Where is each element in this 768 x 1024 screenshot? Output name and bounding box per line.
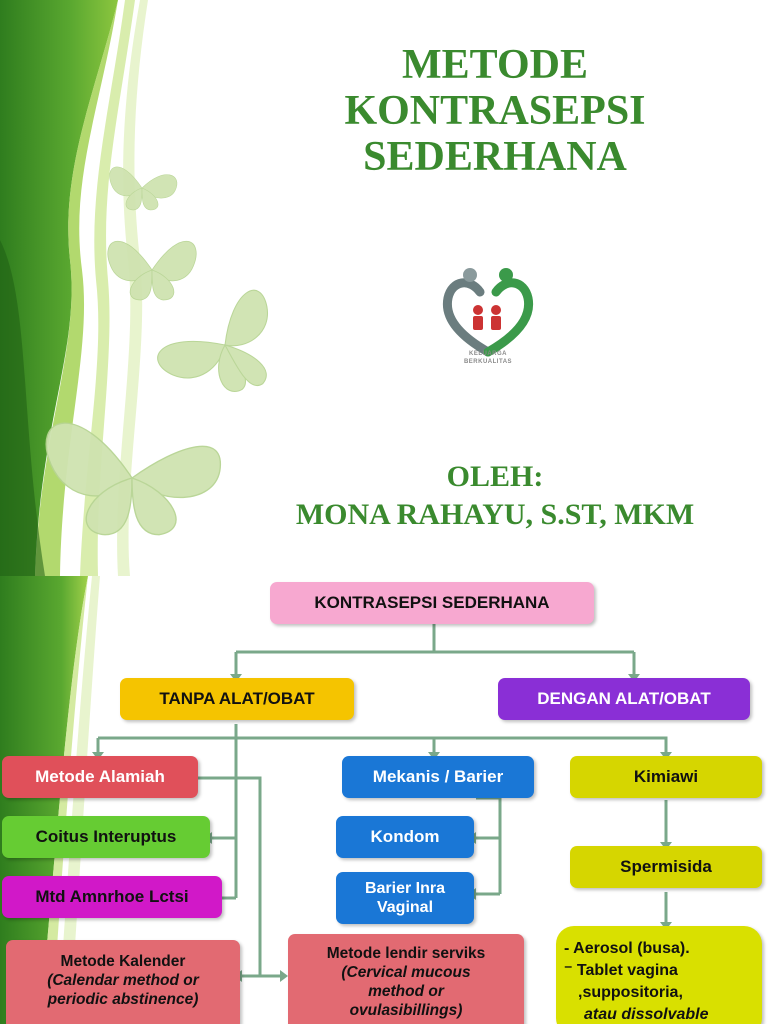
node-label: Barier Inra Vaginal bbox=[364, 880, 446, 916]
diagram-slide bbox=[0, 576, 768, 1024]
node-label: Mtd Amnrhoe Lctsi bbox=[35, 887, 189, 906]
title-line: METODE bbox=[402, 42, 588, 88]
node-spermisida bbox=[570, 846, 762, 888]
butterfly-icon bbox=[110, 167, 177, 210]
node-spermisida-list bbox=[556, 926, 762, 1024]
list-item: ,suppositoria, bbox=[578, 984, 683, 1001]
list-item: ⁻ Tablet vagina bbox=[564, 962, 678, 979]
node-sublabel: (Cervical mucous bbox=[341, 964, 471, 981]
node-kimiawi bbox=[570, 756, 762, 798]
node-dengan-alat bbox=[498, 678, 750, 720]
node-sublabel: periodic abstinence) bbox=[47, 991, 199, 1008]
node-label: Mekanis / Barier bbox=[372, 767, 504, 786]
logo-caption bbox=[440, 350, 536, 366]
node-label: Metode lendir serviks bbox=[326, 945, 486, 962]
node-sublabel: ovulasibillings) bbox=[349, 1002, 463, 1019]
node-label: Metode Alamiah bbox=[35, 767, 165, 786]
title-line: SEDERHANA bbox=[363, 134, 627, 180]
node-mekanis-barier bbox=[342, 756, 534, 798]
list-item-text: Tablet vagina bbox=[576, 962, 678, 979]
logo-caption-line: KELUARGA bbox=[469, 351, 507, 357]
butterfly-icon bbox=[108, 241, 196, 300]
node-label: Metode Kalender bbox=[60, 953, 186, 970]
node-mtd-amnrhoe bbox=[2, 876, 222, 918]
node-tanpa-alat bbox=[120, 678, 354, 720]
butterfly-icon bbox=[147, 288, 286, 409]
node-sublabel: method or bbox=[368, 983, 444, 1000]
node-label: DENGAN ALAT/OBAT bbox=[537, 689, 711, 708]
list-item: atau dissolvable bbox=[584, 1006, 709, 1023]
node-label: TANPA ALAT/OBAT bbox=[159, 689, 315, 708]
author-label: OLEH: bbox=[446, 460, 544, 493]
node-coitus-interuptus bbox=[2, 816, 210, 858]
node-label: KONTRASEPSI SEDERHANA bbox=[314, 593, 550, 612]
node-label: Coitus Interuptus bbox=[35, 827, 177, 846]
logo-caption-line: BERKUALITAS bbox=[463, 359, 513, 365]
title-line: KONTRASEPSI bbox=[344, 88, 646, 134]
slide-title bbox=[300, 42, 690, 180]
node-root bbox=[270, 582, 594, 624]
node-label: Kimiawi bbox=[633, 767, 699, 786]
node-metode-lendir-serviks bbox=[288, 934, 524, 1024]
author-name: MONA RAHAYU, S.ST, MKM bbox=[295, 498, 695, 531]
author-block bbox=[240, 458, 750, 534]
butterfly-icon bbox=[46, 423, 220, 535]
node-kondom bbox=[336, 816, 474, 858]
node-barier-intravaginal bbox=[336, 872, 474, 924]
node-metode-alamiah bbox=[2, 756, 198, 798]
list-item: - Aerosol (busa). bbox=[564, 940, 690, 957]
node-metode-kalender bbox=[6, 940, 240, 1024]
node-sublabel: (Calendar method or bbox=[47, 972, 199, 989]
node-label: Kondom bbox=[370, 827, 440, 846]
node-label: Spermisida bbox=[620, 857, 712, 876]
